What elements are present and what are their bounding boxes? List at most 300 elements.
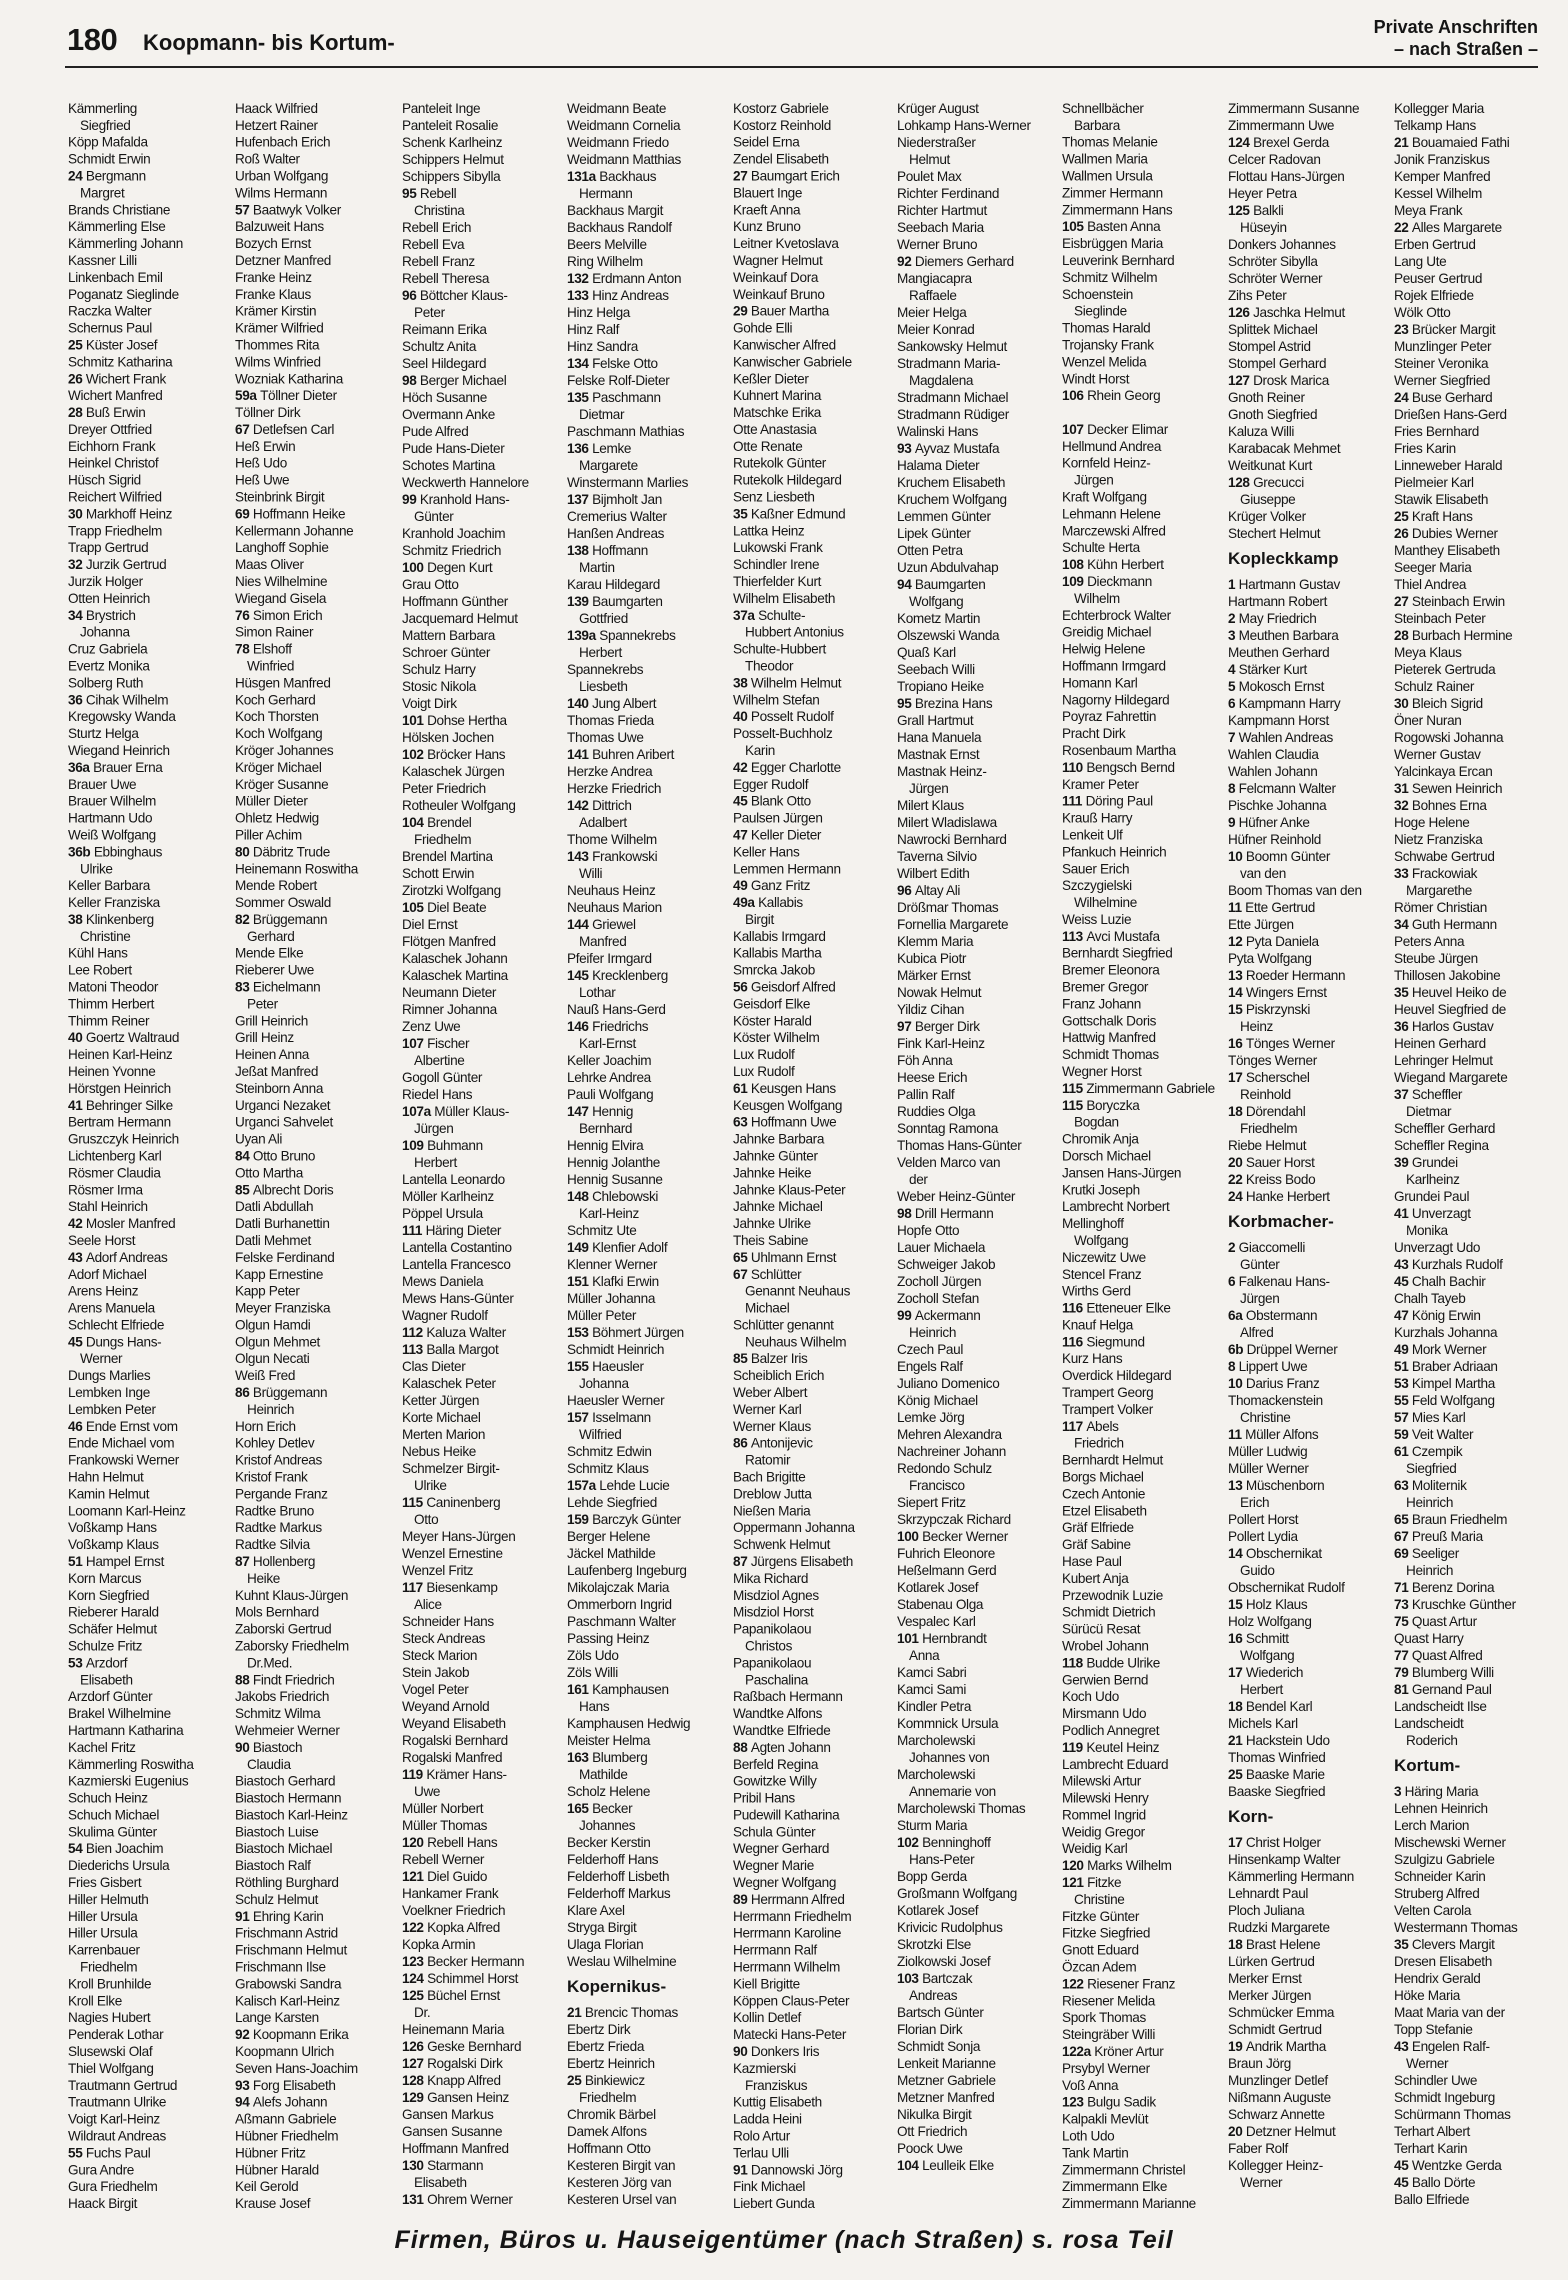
directory-entry [567,1477,725,1494]
directory-entry [567,1358,725,1375]
directory-entry: Egger Rudolf [733,776,809,792]
house-number: 24 [1228,1189,1246,1204]
entry-continuation: Margarete [579,458,638,473]
resident-name: Boryczka [1086,1097,1140,1113]
house-number: 67 [1394,1529,1412,1544]
resident-name: Kurzhals Rudolf [1411,1257,1503,1272]
directory-entry: Rebell Werner [402,1852,485,1867]
directory-entry [733,1249,891,1266]
directory-entry: Jahnke Günter [733,1148,818,1164]
resident-name: Lippert Uwe [1238,1359,1308,1374]
directory-entry: Kurz Hans [1062,1351,1123,1367]
directory-entry: Thiel Andrea [1394,577,1467,592]
directory-entry [235,1908,393,1925]
house-number: 21 [1228,1733,1246,1748]
house-number: 133 [567,288,593,303]
entry-continuation: Lothar [579,985,616,1000]
directory-entry: Schmidt Ingeburg [1394,2090,1495,2105]
directory-entry [235,1553,393,1570]
directory-entry: Klemm Maria [897,934,974,949]
house-number: 3 [1394,1784,1405,1799]
directory-entry: Sauer Erich [1062,861,1130,877]
directory-entry: Zöls Udo [567,1648,619,1663]
directory-entry: Stechert Helmut [1228,526,1321,541]
house-number: 116 [1062,1334,1087,1350]
resident-name: Geisdorf Alfred [750,979,836,995]
house-number: 127 [402,2056,428,2071]
resident-name: Kreiss Bodo [1245,1172,1316,1187]
directory-entry: Wildraut Andreas [68,2128,166,2144]
house-number: 139 [567,594,593,609]
directory-entry: Höke Maria [1394,1988,1461,2003]
directory-entry: Voigt Dirk [402,696,457,711]
directory-entry: Hufenbach Erich [235,134,331,150]
directory-entry: Felderhoff Markus [567,1886,671,1901]
house-number: 15 [1228,1002,1246,1017]
directory-entry: Kometz Martin [897,611,981,626]
directory-entry: Schmitz Klaus [567,1461,649,1476]
directory-entry: Meyer Franziska [235,1300,331,1316]
directory-entry: Schoenstein [1062,286,1133,302]
directory-entry: Thomas Melanie [1062,134,1158,150]
directory-entry [1394,593,1552,610]
directory-entry: Linneweber Harald [1394,458,1503,473]
entry-continuation: Siegfried [1406,1461,1457,1476]
directory-entry: Hopfe Otto [897,1223,960,1238]
directory-entry: Scheffler Regina [1394,1138,1489,1153]
resident-name: Berger Dirk [914,1019,980,1034]
resident-name: Otto Bruno [252,1148,316,1164]
directory-entry [1394,1664,1552,1681]
directory-entry: Drießen Hans-Gerd [1394,407,1507,422]
directory-entry: Mischewski Werner [1394,1835,1506,1850]
directory-entry: Haack Wilfried [235,100,318,116]
house-number: 31 [1394,781,1412,796]
resident-name: Alefs Johann [252,2094,328,2110]
directory-entry [235,1148,393,1165]
directory-entry: Rebell Erich [402,220,472,235]
house-number: 99 [897,1308,915,1323]
directory-columns [68,100,1548,2212]
directory-entry: Czech Paul [897,1342,964,1357]
directory-entry: Schott Erwin [402,866,475,881]
entry-continuation: Winfried [247,658,295,674]
entry-continuation: Christina [414,203,465,218]
directory-entry: Jahnke Michael [733,1199,823,1215]
street-heading: Korn- [1228,1807,1274,1826]
directory-entry [1228,1154,1386,1171]
directory-entry: Steinborn Anna [235,1080,324,1096]
directory-entry: Trautmann Ulrike [68,2094,167,2110]
directory-entry [402,2038,560,2055]
entry-continuation: Hubbert Antonius [745,624,844,640]
directory-entry [567,1409,725,1426]
house-number: 35 [1394,1937,1412,1952]
directory-entry: Rotheuler Wolfgang [402,798,516,813]
directory-entry: Kuttig Elisabeth [733,2094,822,2110]
directory-entry: Obschernikat Rudolf [1228,1580,1345,1595]
directory-entry: Nießen Maria [733,1503,811,1519]
directory-entry [235,2077,393,2094]
directory-entry: Hörstgen Heinrich [68,1080,171,1096]
directory-entry: Schmitz Wilhelm [1062,269,1158,285]
resident-name: Markhoff Heinz [85,506,173,522]
resident-name: Hernbrandt [922,1631,987,1646]
entry-continuation: Dr. [414,2005,431,2020]
resident-name: Holz Klaus [1245,1597,1308,1612]
directory-entry: Kaluza Willi [1228,424,1295,439]
directory-entry: Kubica Piotr [897,951,967,966]
house-number: 17 [1228,1665,1246,1680]
directory-entry [235,979,393,996]
directory-entry [897,882,1055,899]
entry-continuation: Gottfried [579,611,628,626]
directory-entry [1394,1205,1552,1222]
house-number: 108 [1062,557,1088,573]
house-number: 85 [733,1351,751,1367]
house-number: 16 [1228,1036,1246,1051]
directory-entry: Schulz Harry [402,662,476,677]
directory-entry: Holz Wolfgang [1228,1614,1312,1629]
house-number: 153 [567,1325,593,1340]
directory-entry: Meier Helga [897,305,967,320]
house-number: 65 [733,1249,751,1265]
directory-entry: Werner Karl [733,1402,802,1417]
directory-entry: Hoffmann Manfred [402,2141,509,2156]
directory-entry: Kohley Detlev [235,1435,315,1451]
entry-continuation: Heinrich [909,1325,957,1340]
directory-entry: Rudzki Margarete [1228,1920,1330,1935]
directory-entry [1394,984,1552,1001]
directory-entry [1394,1341,1552,1358]
directory-column [1228,100,1386,2191]
directory-entry [1228,1358,1386,1375]
directory-entry: Schmitz Ute [567,1223,637,1238]
house-number: 118 [1062,1655,1087,1671]
directory-entry [68,691,226,708]
resident-name: Rebell [419,186,457,201]
directory-entry: König Michael [897,1393,978,1408]
directory-entry: Merten Marion [402,1427,486,1442]
directory-entry [1228,474,1386,491]
directory-column [1394,100,1552,2208]
directory-entry [402,1919,560,1936]
directory-entry: Wahlen Claudia [1228,747,1319,762]
resident-name: Schulte- [758,607,806,623]
directory-entry: Herrmann Ralf [733,1942,817,1958]
resident-name: Brystrich [85,607,136,623]
house-number: 37 [1394,1087,1412,1102]
house-number: 67 [235,422,253,437]
directory-entry: Ende Michael vom [68,1435,175,1451]
directory-entry: Lantella Francesco [402,1257,511,1272]
directory-entry [567,967,725,984]
resident-name: Jung Albert [592,696,657,711]
resident-name: Wilhelm Helmut [750,675,842,691]
resident-name: Antonijevic [750,1435,813,1451]
house-number: 54 [68,1841,86,1857]
resident-name: Buhmann [427,1138,483,1153]
resident-name: Böhmert Jürgen [592,1325,684,1340]
directory-entry: Müller Norbert [402,1801,484,1816]
directory-entry [402,2055,560,2072]
directory-entry: Otte Renate [733,438,803,454]
entry-continuation: Heike [247,1570,281,1586]
resident-name: Koopmann Erika [252,2027,349,2043]
resident-name: Brexel Gerda [1253,135,1329,150]
directory-entry: Kristof Andreas [235,1452,322,1468]
house-number: 30 [68,506,86,522]
resident-name: Kühn Herbert [1087,557,1164,573]
directory-entry: Köppen Claus-Peter [733,1993,850,2009]
directory-entry: Mews Hans-Günter [402,1291,514,1306]
directory-entry: Weyand Arnold [402,1699,490,1714]
resident-name: Drill Hermann [914,1206,994,1221]
directory-entry [402,1579,560,1596]
house-number: 25 [567,2073,585,2088]
section-title [1374,16,1538,60]
house-number: 92 [897,254,915,269]
directory-entry [1394,1477,1552,1494]
directory-entry: Tropiano Heike [897,679,984,694]
entry-continuation: Margret [80,185,125,201]
house-number: 122 [1062,1976,1088,1992]
directory-entry [235,421,393,438]
directory-entry [402,491,560,508]
house-number: 18 [1228,1699,1246,1714]
resident-name: Grundei [1411,1155,1458,1170]
resident-name: Bleich Sigrid [1411,696,1483,711]
house-number: 143 [567,849,593,864]
directory-entry [1394,1256,1552,1273]
directory-entry [1394,1596,1552,1613]
resident-name: Hackstein Udo [1245,1733,1330,1748]
house-number: 87 [733,1554,751,1569]
directory-entry: Lang Ute [1394,254,1447,269]
directory-entry: Rebell Theresa [402,271,490,286]
directory-entry: Datli Abdullah [235,1199,314,1215]
entry-continuation: Heinz [1240,1019,1274,1034]
directory-entry: Peuser Gertrud [1394,271,1483,286]
entry-continuation: Gerhard [247,928,295,944]
directory-entry [68,911,226,928]
directory-entry: Rommel Ingrid [1062,1807,1146,1823]
directory-entry [402,372,560,389]
directory-entry [1062,218,1220,235]
directory-entry [402,1987,560,2004]
house-number: 85 [235,1182,253,1198]
resident-name: Kranhold Hans- [419,492,510,507]
house-number: 7 [1228,730,1239,745]
directory-entry: Müller Ludwig [1228,1444,1308,1459]
resident-name: Basten Anna [1087,219,1161,235]
resident-name: Backhaus [599,169,657,184]
resident-name: Knapp Alfred [427,2073,501,2088]
house-number: 115 [1062,1097,1087,1113]
resident-name: Scheffler [1411,1087,1463,1102]
directory-entry [567,491,725,508]
resident-name: Becker [592,1801,633,1816]
entry-continuation: Siegfried [80,117,131,133]
directory-entry: Wiegand Gisela [235,590,327,606]
directory-entry: Gansen Markus [402,2107,494,2122]
directory-entry: Piller Achim [235,827,302,843]
directory-entry [733,979,891,996]
directory-entry [1228,1273,1386,1290]
directory-entry: Haack Birgit [68,2196,138,2212]
house-number: 105 [402,900,428,915]
directory-entry [567,1273,725,1290]
directory-entry: Wegner Wolfgang [733,1875,837,1891]
directory-entry: Hübner Friedhelm [235,2128,339,2144]
directory-entry: Ruddies Olga [897,1104,976,1119]
directory-entry: Kubert Anja [1062,1570,1129,1586]
resident-name: Kallabis [758,895,803,911]
entry-continuation: Karl-Heinz [579,1206,639,1221]
house-number: 25 [68,337,86,353]
directory-entry: Krämer Kirstin [235,303,317,319]
resident-name: Starmann [427,2158,484,2173]
directory-entry [897,1205,1055,1222]
directory-entry: Weidmann Friedo [567,135,669,150]
house-number: 98 [897,1206,915,1221]
directory-entry: Kallabis Martha [733,945,822,961]
house-number: 106 [1062,388,1088,404]
resident-name: Diemers Gerhard [914,254,1014,269]
house-number: 6 [1228,1274,1239,1289]
resident-name: Häring Maria [1404,1784,1479,1799]
entry-continuation: Manfred [579,934,627,949]
directory-entry: Sürücü Resat [1062,1621,1141,1637]
page-number: 180 [67,22,118,57]
directory-entry: Echterbrock Walter [1062,607,1171,623]
directory-entry: Lemke Jörg [897,1410,965,1425]
directory-entry: Panteleit Rosalie [402,118,499,133]
directory-entry [1228,134,1386,151]
directory-entry: Rutekolk Günter [733,455,826,471]
house-number: 63 [733,1114,751,1130]
directory-entry: Bertram Hermann [68,1114,171,1130]
directory-entry: Haeusler Werner [567,1393,665,1408]
directory-entry [1228,984,1386,1001]
house-number: 43 [68,1249,86,1265]
house-number: 69 [235,506,253,522]
directory-entry [1394,1783,1552,1800]
directory-entry: Richter Hartmut [897,203,987,218]
resident-name: Cihak Wilhelm [85,692,169,708]
resident-name: Drüppel Werner [1246,1342,1338,1357]
resident-name: Bröcker Hans [427,747,506,762]
directory-entry: Gura Friedhelm [68,2179,158,2195]
house-number: 11 [1228,1427,1246,1442]
directory-entry: Kröger Susanne [235,776,329,792]
directory-entry: Pöppel Ursula [402,1206,483,1221]
directory-entry: Yalcinkaya Ercan [1394,764,1493,779]
house-number: 122a [1062,2044,1095,2059]
directory-entry: Hahn Helmut [68,1469,144,1485]
directory-entry: Kampmann Horst [1228,713,1329,728]
directory-entry: Ebertz Heinrich [567,2056,655,2071]
directory-entry [897,1528,1055,1545]
house-number: 61 [1394,1444,1412,1459]
house-number: 17 [1228,1835,1246,1850]
directory-entry: Herzke Andrea [567,764,653,779]
resident-name: Mokosch Ernst [1238,679,1324,694]
directory-entry: Weinkauf Bruno [733,286,825,302]
house-number: 43 [1394,1257,1412,1272]
directory-entry: Brakel Wilhelmine [68,1706,171,1722]
directory-entry: Zenz Uwe [402,1019,461,1034]
house-number: 95 [897,696,915,711]
directory-entry [1228,1239,1386,1256]
directory-entry: Mews Daniela [402,1274,484,1289]
directory-entry: Schmitz Edwin [567,1444,652,1459]
directory-entry [1394,780,1552,797]
resident-name: Obschernikat [1245,1546,1322,1561]
directory-entry [68,1418,226,1435]
house-number: 22 [1228,1172,1246,1187]
house-number: 90 [733,2044,751,2059]
directory-entry [1228,729,1386,746]
directory-entry [567,168,725,185]
resident-name: Bulgu Sadik [1087,2094,1156,2110]
resident-name: Quast Artur [1411,1614,1477,1629]
directory-entry: Mehren Alexandra [897,1427,1002,1442]
directory-entry: Köpp Mafalda [68,134,148,150]
directory-entry [733,2043,891,2060]
resident-name: Riesener Franz [1087,1976,1176,1992]
directory-entry: Lerch Marion [1394,1818,1470,1833]
house-number: 10 [1228,849,1246,864]
house-number: 73 [1394,1597,1412,1612]
directory-entry: Stompel Astrid [1228,339,1311,354]
directory-entry: Kassner Lilli [68,253,137,268]
directory-entry [733,1891,891,1908]
directory-entry [567,440,725,457]
resident-name: Müller Klaus- [434,1104,510,1119]
house-number: 104 [402,815,428,830]
directory-entry: Backhaus Randolf [567,220,672,235]
resident-name: Heuvel Heiko de [1411,985,1507,1000]
directory-entry: Drößmar Thomas [897,900,999,915]
directory-entry [733,1080,891,1097]
directory-entry: Paschmann Mathias [567,424,685,439]
directory-entry: Szulgizu Gabriele [1394,1852,1495,1867]
directory-entry: Nikulka Birgit [897,2107,972,2122]
directory-entry: Spork Thomas [1062,2010,1146,2026]
directory-entry: Engels Ralf [897,1359,963,1374]
directory-entry: Steck Marion [402,1648,478,1663]
directory-entry: Greidig Michael [1062,624,1152,640]
resident-name: Sauer Horst [1245,1155,1315,1170]
directory-entry: Gräf Sabine [1062,1537,1131,1553]
house-number: 107 [402,1036,428,1051]
directory-entry [1228,1936,1386,1953]
house-number: 43 [1394,2039,1412,2054]
directory-entry: Flottau Hans-Jürgen [1228,169,1345,184]
directory-entry: Keusgen Wolfgang [733,1097,843,1113]
house-number: 117 [402,1580,427,1595]
directory-entry: Gnoth Reiner [1228,390,1305,405]
entry-continuation: Claudia [247,1756,291,1772]
directory-entry: Diel Ernst [402,917,458,932]
directory-entry: Wallmen Maria [1062,151,1148,167]
resident-name: Buß Erwin [85,405,146,421]
directory-entry [1062,1654,1220,1671]
directory-entry: Fink Michael [733,2179,806,2195]
entry-continuation: Reinhold [1240,1087,1291,1102]
resident-name: Stärker Kurt [1238,662,1307,677]
